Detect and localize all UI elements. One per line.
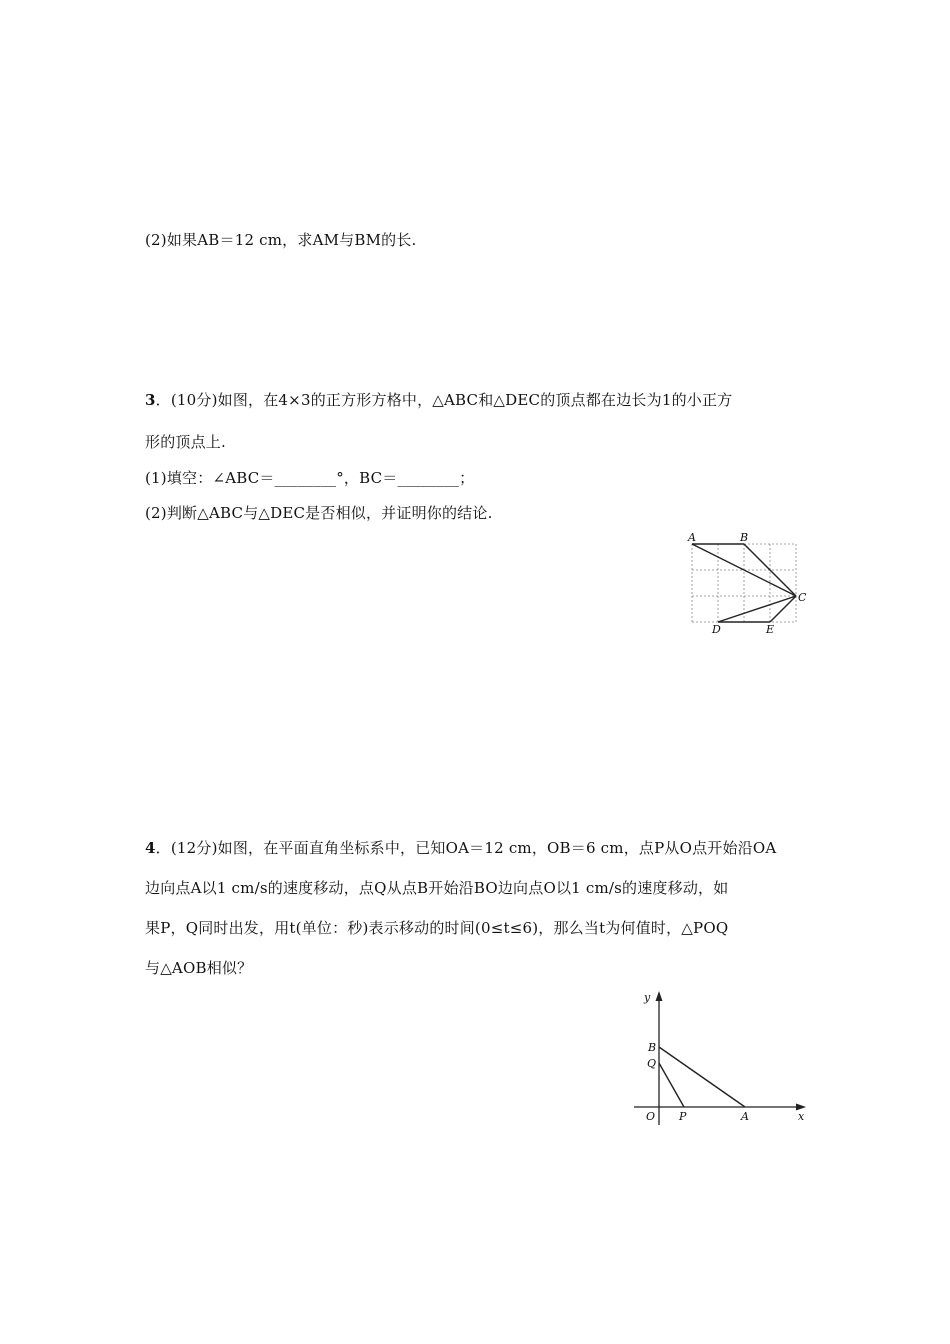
label-b: B — [740, 531, 749, 544]
question-3-number: 3 — [145, 391, 156, 409]
label-d: D — [712, 623, 721, 636]
question-4-stem: ．(12分)如图，在平面直角坐标系中，已知OA＝12 cm，OB＝6 cm，点P从O点开始沿OA — [155, 839, 777, 857]
label-a: A — [741, 1110, 749, 1123]
label-q: Q — [647, 1057, 657, 1070]
label-b: B — [648, 1041, 657, 1054]
question-3-line-2: 形的顶点上. — [145, 433, 226, 451]
label-c: C — [798, 591, 807, 604]
question-3-sub-2: (2)判断△ABC与△DEC是否相似，并证明你的结论. — [145, 504, 493, 522]
label-a: A — [688, 531, 696, 544]
question-3-sub-1: (1)填空：∠ABC＝________°，BC＝________； — [145, 469, 475, 487]
question-3-stem: ．(10分)如图，在4×3的正方形方格中，△ABC和△DEC的顶点都在边长为1的小正方 — [155, 391, 733, 409]
label-x: x — [798, 1110, 805, 1123]
question-4-line-1 — [145, 837, 776, 858]
question-4-line-2: 边向点A以1 cm/s的速度移动，点Q从点B开始沿BO边向点O以1 cm/s的速度移动，如 — [145, 879, 729, 897]
axes — [634, 995, 802, 1125]
question-4-number: 4 — [145, 839, 156, 857]
question-4-line-4: 与△AOB相似？ — [145, 959, 253, 977]
label-p: P — [679, 1110, 687, 1123]
question-4-line-3: 果P，Q同时出发，用t(单位：秒)表示移动的时间(0≤t≤6)，那么当t为何值时，△POQ — [145, 919, 729, 937]
triangle-lines — [659, 1047, 745, 1107]
grid-triangles-figure — [684, 528, 814, 640]
coordinate-figure — [628, 985, 810, 1127]
y-axis-arrow — [656, 991, 663, 1001]
label-o: O — [646, 1110, 656, 1123]
question-3-line-1 — [145, 389, 732, 410]
label-y: y — [644, 991, 651, 1004]
grid-lines — [692, 544, 796, 622]
question-2-part-2: (2)如果AB＝12 cm，求AM与BM的长. — [145, 231, 417, 249]
triangle-edges — [692, 544, 796, 622]
label-e: E — [766, 623, 775, 636]
